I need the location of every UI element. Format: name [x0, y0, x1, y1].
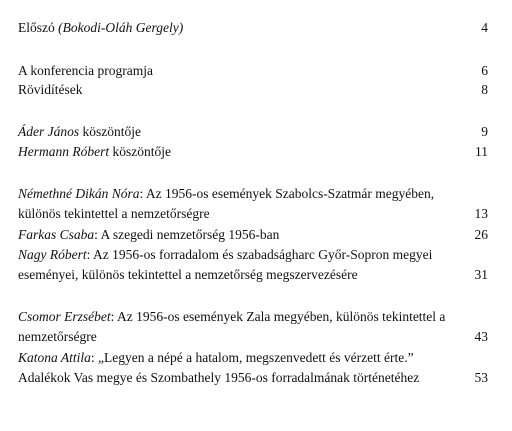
entry-author: Áder János — [18, 124, 80, 139]
entry-title-text: Előszó — [18, 20, 59, 35]
entry-page-number: 43 — [474, 328, 488, 344]
toc-entry-title — [18, 245, 448, 285]
toc-entry-title — [18, 307, 448, 347]
entry-page-number: 9 — [481, 124, 488, 139]
entry-author: Hermann Róbert — [18, 144, 110, 159]
entry-title-text: köszöntője — [109, 144, 171, 159]
toc-entry-katona — [18, 348, 488, 388]
toc-entry-nagy — [18, 245, 488, 285]
entry-title-text: : Az 1956-os események Zala megyében, különös tekintettel a nemzetőrségre — [18, 309, 446, 344]
toc-entry-nemethne — [18, 184, 488, 224]
entry-title-text: : A szegedi nemzetőrség 1956-ban — [94, 227, 280, 242]
entry-page-number: 4 — [481, 20, 488, 35]
toc-entry-farkas — [18, 225, 488, 245]
entry-page-number: 13 — [474, 205, 488, 221]
entry-title-text: : Az 1956-os események Szabolcs-Szatmár megyében, különös tekintettel a nemzetőrségre — [18, 186, 435, 221]
toc-entry-title — [18, 122, 448, 142]
toc-entry-title — [18, 184, 448, 224]
toc-entry-title — [18, 225, 448, 245]
toc-entry-ader — [18, 122, 488, 142]
entry-author: Némethné Dikán Nóra — [18, 186, 140, 201]
toc-entry-csomor — [18, 307, 488, 347]
toc-entry-hermann — [18, 142, 488, 162]
toc-entry-program — [18, 61, 488, 81]
entry-author: Csomor Erzsébet — [18, 309, 111, 324]
entry-author: Nagy Róbert — [18, 247, 87, 262]
entry-author: Katona Attila — [18, 350, 91, 365]
toc-entry-title — [18, 348, 448, 388]
entry-page-number: 11 — [475, 144, 488, 159]
entry-page-number: 26 — [474, 227, 488, 242]
entry-page-number: 31 — [474, 266, 488, 282]
toc-entry-title: Rövidítések — [18, 82, 83, 97]
entry-author: (Bokodi-Oláh Gergely) — [58, 20, 184, 35]
entry-page-number: 6 — [481, 63, 488, 78]
entry-title-text: : Az 1956-os forradalom és szabadságharc Győr-Sopron megyei eseményei, különös tekintettel a nemzetőrség megszervezésére — [18, 247, 433, 282]
toc-entry-title: A konferencia programja — [18, 63, 153, 78]
entry-author: Farkas Csaba — [18, 227, 95, 242]
entry-page-number: 53 — [474, 369, 488, 385]
toc-entry-title — [18, 18, 448, 38]
toc-entry-abbreviations — [18, 80, 488, 100]
entry-title-text: : „Legyen a népé a hatalom, megszenvedett és vérzett érte.” Adalékok Vas megye és Szombathely 1956-os forradalmának történetéhez — [18, 350, 420, 385]
toc-entry-foreword — [18, 18, 488, 38]
toc-entry-title — [18, 142, 448, 162]
entry-title-text: köszöntője — [79, 124, 141, 139]
entry-page-number: 8 — [481, 82, 488, 97]
